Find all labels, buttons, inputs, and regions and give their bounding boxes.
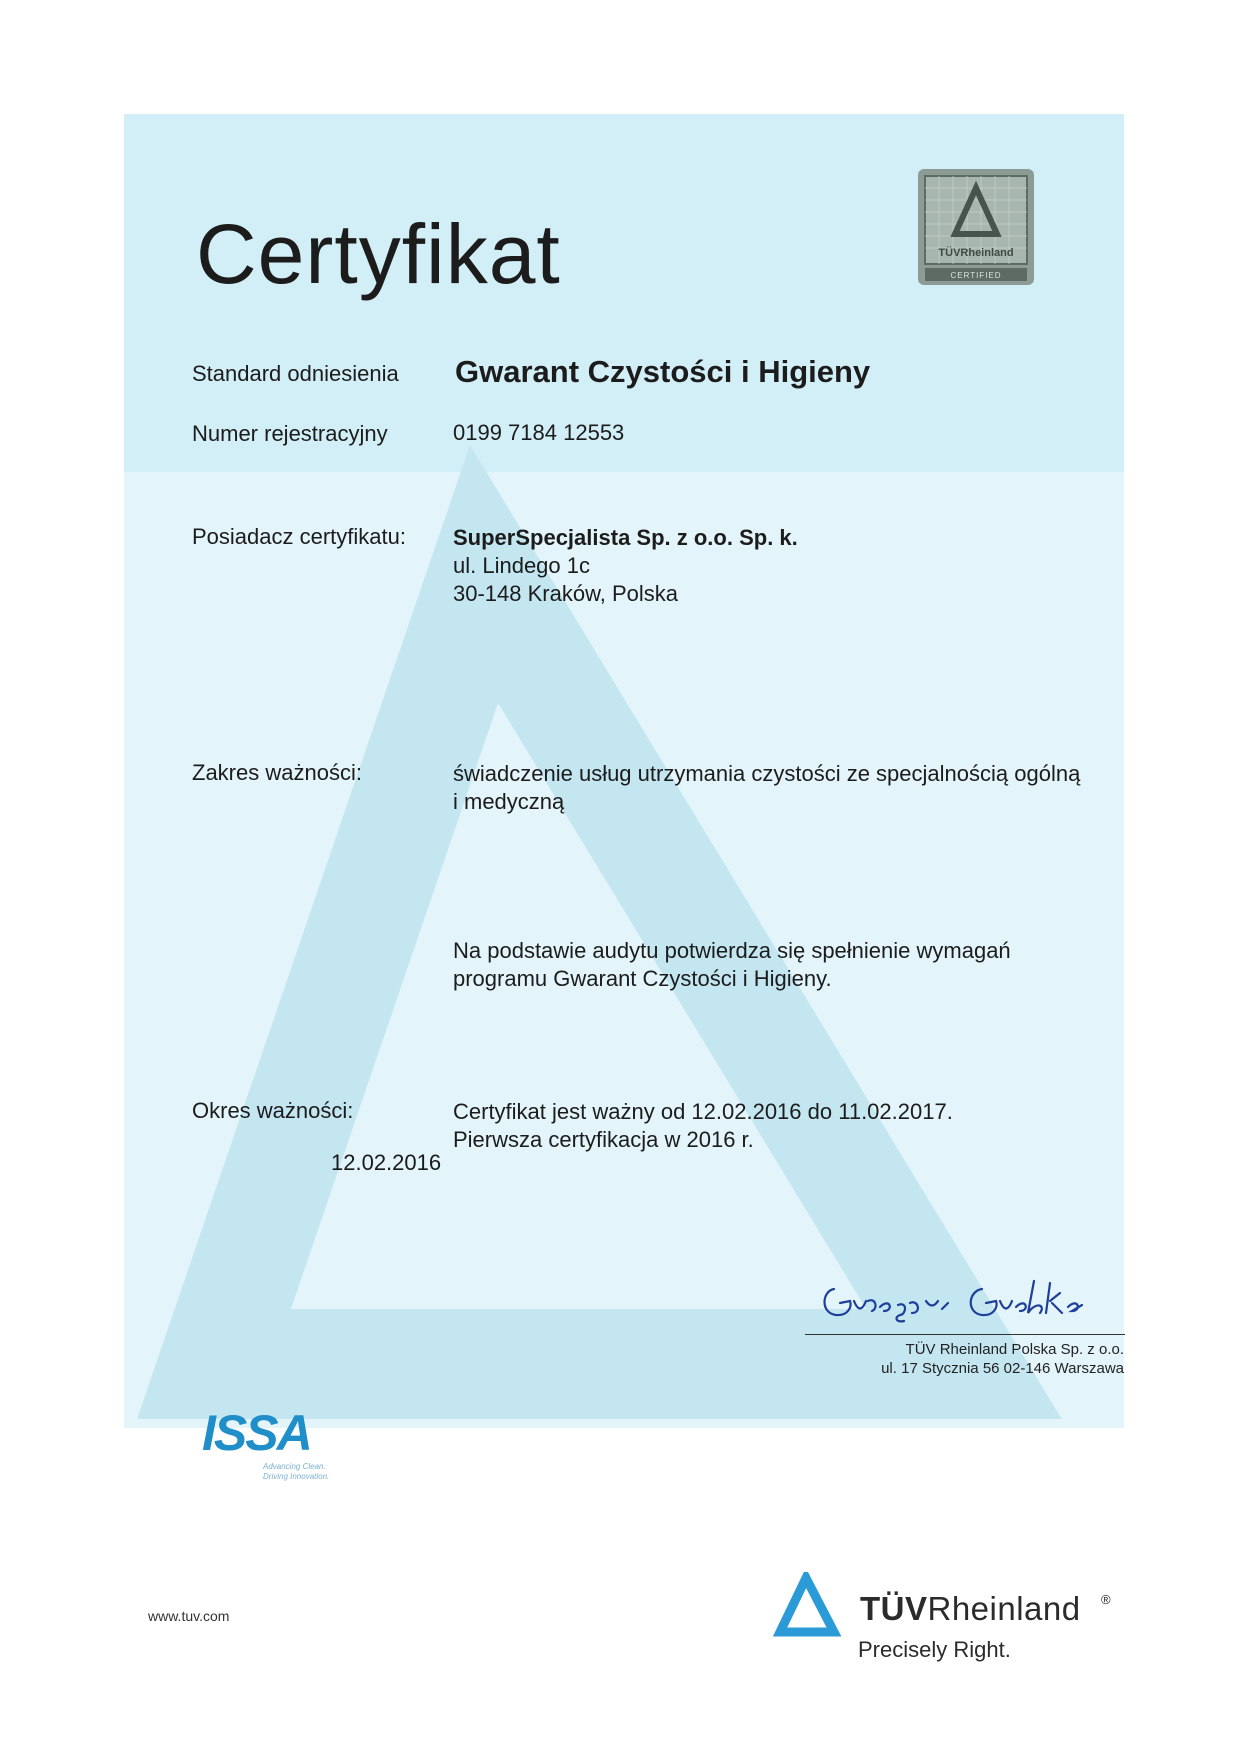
holder-street: ul. Lindego 1c bbox=[453, 553, 590, 578]
issa-logo: ISSA bbox=[202, 1405, 311, 1461]
audit-line-1: Na podstawie audytu potwierdza się spełnienie wymagań bbox=[453, 938, 1011, 963]
validity-line-2: Pierwsza certyfikacja w 2016 r. bbox=[453, 1127, 754, 1152]
registration-number: 0199 7184 12553 bbox=[453, 420, 625, 445]
validity-block bbox=[453, 1098, 953, 1154]
scope-line-2: i medyczną bbox=[453, 789, 565, 814]
issa-tagline-line-2: Driving Innovation. bbox=[263, 1472, 330, 1481]
scope-line-1: świadczenie usług utrzymania czystości ze specjalnością ogólną bbox=[453, 761, 1081, 786]
audit-line-2: programu Gwarant Czystości i Higieny. bbox=[453, 966, 832, 991]
issue-date: 12.02.2016 bbox=[331, 1150, 442, 1175]
tuv-brand-bold: TÜV bbox=[860, 1590, 928, 1627]
certificate-title: Certyfikat bbox=[196, 207, 561, 301]
signature-icon bbox=[814, 1271, 1104, 1327]
issuer-block bbox=[806, 1340, 1124, 1378]
svg-text:CERTIFIED: CERTIFIED bbox=[950, 271, 1002, 280]
validity-label: Okres ważności: bbox=[192, 1098, 354, 1123]
registered-mark: ® bbox=[1101, 1592, 1111, 1607]
scope-label: Zakres ważności: bbox=[192, 760, 362, 785]
issuer-address: ul. 17 Stycznia 56 02-146 Warszawa bbox=[881, 1360, 1124, 1377]
issa-tagline bbox=[263, 1462, 329, 1482]
certificate-panel bbox=[124, 114, 1124, 1428]
issuer-name: TÜV Rheinland Polska Sp. z o.o. bbox=[905, 1341, 1124, 1358]
standard-value: Gwarant Czystości i Higieny bbox=[455, 354, 871, 389]
holder-block bbox=[453, 524, 798, 608]
signature-line bbox=[805, 1334, 1125, 1335]
tuv-brand-rest: Rheinland bbox=[927, 1590, 1081, 1627]
tuv-certified-seal-icon bbox=[917, 168, 1035, 286]
tuv-triangle-logo-icon bbox=[772, 1572, 842, 1638]
standard-label: Standard odniesienia bbox=[192, 361, 399, 386]
audit-statement bbox=[453, 937, 1011, 993]
holder-name: SuperSpecjalista Sp. z o.o. Sp. k. bbox=[453, 525, 798, 550]
tuv-slogan: Precisely Right. bbox=[858, 1637, 1011, 1662]
scope-block bbox=[453, 760, 1080, 816]
validity-line-1: Certyfikat jest ważny od 12.02.2016 do 11.02.2017. bbox=[453, 1099, 953, 1124]
holder-city: 30-148 Kraków, Polska bbox=[453, 581, 679, 606]
tuv-brand-name bbox=[860, 1590, 1081, 1628]
website-link[interactable]: www.tuv.com bbox=[148, 1608, 230, 1624]
svg-text:TÜVRheinland: TÜVRheinland bbox=[938, 247, 1014, 259]
holder-label: Posiadacz certyfikatu: bbox=[192, 524, 406, 549]
registration-label: Numer rejestracyjny bbox=[192, 421, 388, 446]
issa-tagline-line-1: Advancing Clean. bbox=[263, 1462, 326, 1471]
